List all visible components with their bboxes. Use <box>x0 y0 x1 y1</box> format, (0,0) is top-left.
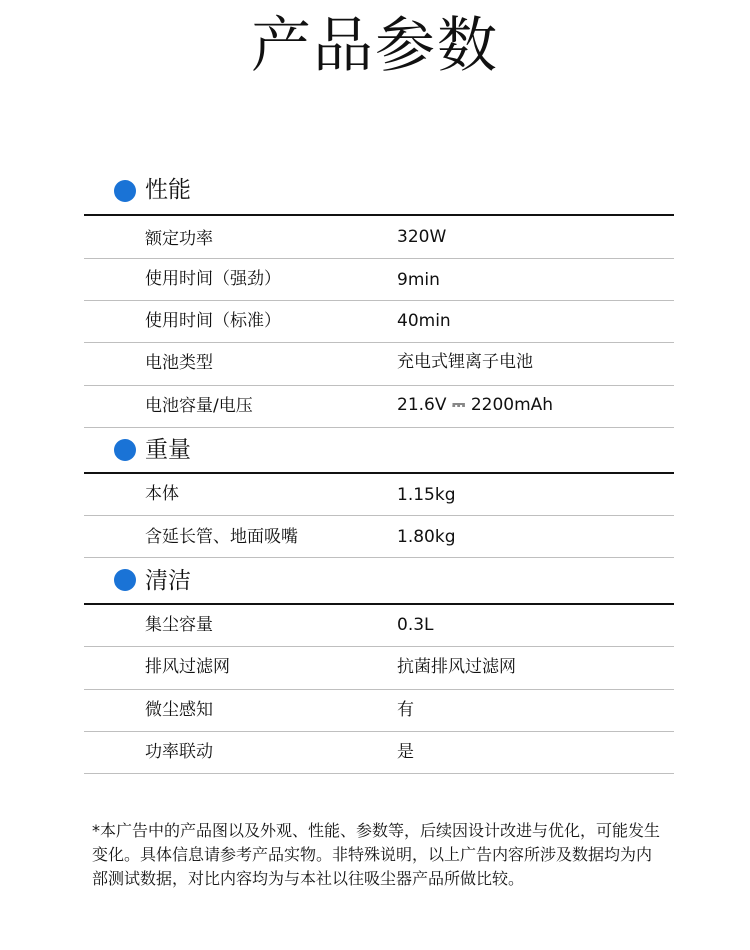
row-value: 1.80kg <box>397 527 456 547</box>
row-label: 本体 <box>145 484 179 504</box>
row-value: 1.15kg <box>397 485 456 505</box>
row-label: 功率联动 <box>145 742 213 762</box>
table-row <box>84 605 674 647</box>
row-label: 排风过滤网 <box>145 657 230 677</box>
row-value: 40min <box>397 311 451 331</box>
row-value: 0.3L <box>397 615 434 635</box>
section-header-performance <box>84 172 674 216</box>
row-value: 是 <box>397 742 414 762</box>
row-label: 额定功率 <box>145 229 213 249</box>
table-row <box>84 732 674 774</box>
bullet-dot-icon <box>114 569 136 591</box>
section-title-weight: 重量 <box>145 437 191 463</box>
row-value: 充电式锂离子电池 <box>397 352 533 372</box>
row-label: 含延长管、地面吸嘴 <box>145 527 298 547</box>
row-value: 有 <box>397 700 414 720</box>
row-label: 电池容量/电压 <box>145 396 253 416</box>
table-row <box>84 516 674 558</box>
section-title-performance: 性能 <box>145 177 191 203</box>
row-value: 9min <box>397 270 440 290</box>
disclaimer-footnote: *本广告中的产品图以及外观、性能、参数等，后续因设计改进与优化，可能发生变化。具体信息请参考产品实物。非特殊说明，以上广告内容所涉及数据均为内部测试数据，对比内容均为与本社以往吸尘器产品所做比较。 <box>92 821 661 888</box>
bullet-dot-icon <box>114 439 136 461</box>
row-value: 抗菌排风过滤网 <box>397 657 516 677</box>
bullet-dot-icon <box>114 180 136 202</box>
table-row <box>84 343 674 386</box>
section-header-cleaning <box>84 558 674 605</box>
table-row <box>84 259 674 301</box>
table-row <box>84 474 674 516</box>
row-label: 集尘容量 <box>145 615 213 635</box>
table-row <box>84 301 674 343</box>
table-row <box>84 216 674 259</box>
row-label: 使用时间（标准） <box>145 311 281 331</box>
row-value: 21.6V ⎓ 2200mAh <box>397 395 554 415</box>
table-row <box>84 386 674 428</box>
row-label: 微尘感知 <box>145 700 213 720</box>
table-row <box>84 690 674 732</box>
section-title-cleaning: 清洁 <box>145 568 191 594</box>
table-row <box>84 647 674 690</box>
page-title: 产品参数 <box>251 11 499 81</box>
row-label: 使用时间（强劲） <box>145 269 281 289</box>
row-label: 电池类型 <box>145 353 213 373</box>
section-header-weight <box>84 428 674 474</box>
row-value: 320W <box>397 227 447 247</box>
